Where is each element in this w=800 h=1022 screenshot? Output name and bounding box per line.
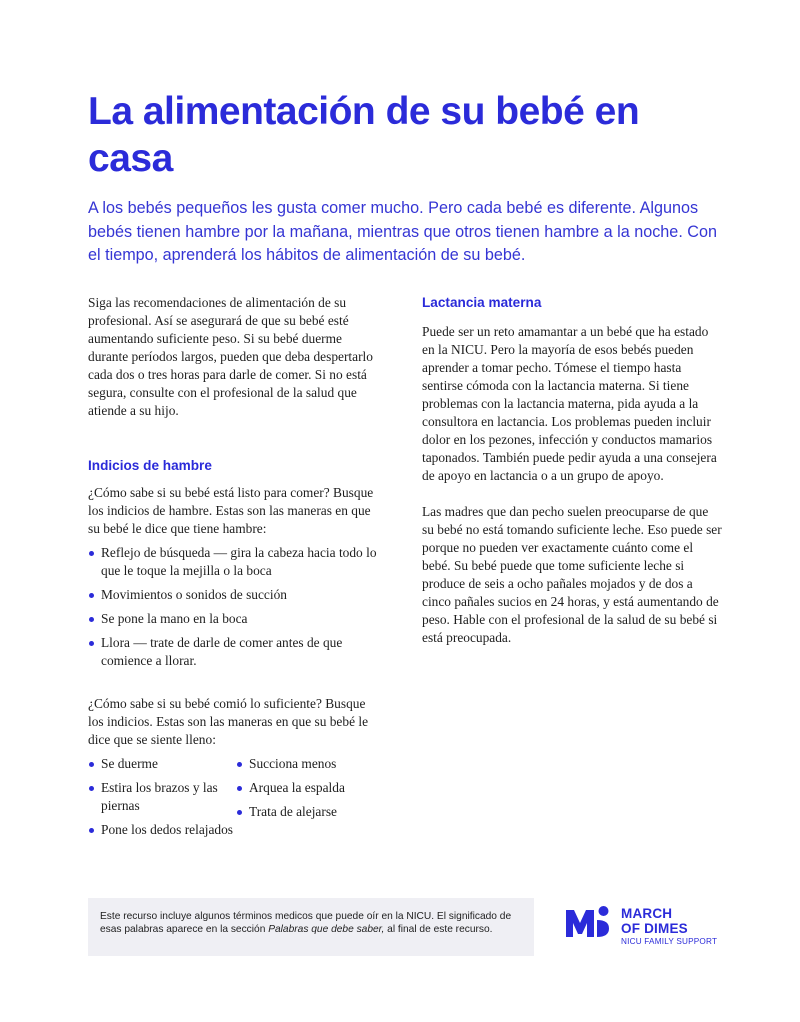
list-item: Movimientos o sonidos de succión [88, 586, 378, 604]
fullness-intro-paragraph: ¿Cómo sabe si su bebé comió lo suficiente? Busque los indicios. Estas son las maneras en que su bebé le dice que se siente lleno: [88, 696, 369, 747]
list-item: Succiona menos [236, 755, 376, 773]
fullness-list-col1 [88, 755, 236, 845]
left-column [88, 294, 378, 845]
list-item: Pone los dedos relajados [88, 821, 236, 839]
list-item: Llora — trate de darle de comer antes de que comience a llorar. [88, 634, 378, 670]
logo-line1: MARCH [621, 906, 673, 921]
list-item: Se pone la mano en la boca [88, 610, 378, 628]
resource-note-text: Este recurso incluye algunos términos medicos que puede oír en la NICU. El significado de esas palabras aparece en la sección Palabras que debe saber, al final de este recurso. [100, 911, 512, 935]
list-item: Reflejo de búsqueda — gira la cabeza hacia todo lo que le toque la mejilla o la boca [88, 544, 378, 580]
hunger-signs-list [88, 544, 378, 670]
right-column [422, 294, 722, 647]
fullness-signs-lists [88, 755, 378, 845]
milk-supply-paragraph: Las madres que dan pecho suelen preocuparse de que su bebé no está tomando suficiente leche. Eso puede ser porque no pueden ver exactamente cuánto come el bebé. Su bebé puede que tome suficiente leche si produce de seis a ocho pañales mojados y de dos a cinco pañales sucios en 24 horas, y está aumentando de peso. Hable con el profesional de la salud de su bebé si está preocupada. [422, 504, 722, 645]
march-of-dimes-logo [565, 902, 718, 950]
list-item: Trata de alejarse [236, 803, 376, 821]
intro-paragraph: A los bebés pequeños les gusta comer mucho. Pero cada bebé es diferente. Algunos bebés tienen hambre por la mañana, mientras que otros tienen hambre a la noche. Con el tiempo, aprenderá los hábitos de alimentación de su bebé. [88, 199, 718, 264]
fullness-list-col2 [236, 755, 376, 845]
hunger-signs-heading: Indicios de hambre [88, 458, 212, 473]
resource-note [88, 898, 534, 956]
page-title: La alimentación de su bebé en casa [88, 90, 640, 180]
list-item: Se duerme [88, 755, 236, 773]
hunger-intro-paragraph: ¿Cómo sabe si su bebé está listo para comer? Busque los indicios de hambre. Estas son las maneras en que su bebé le dice que tiene hambre: [88, 485, 374, 536]
logo-subtitle: NICU FAMILY SUPPORT [621, 937, 718, 946]
list-item: Arquea la espalda [236, 779, 376, 797]
glossary-section-name: Palabras que debe saber, [268, 924, 385, 935]
march-of-dimes-logo-mark-icon [565, 904, 617, 940]
feeding-recommendation-paragraph: Siga las recomendaciones de alimentación de su profesional. Así se asegurará de que su bebé esté aumentando suficiente peso. Si su bebé duerme durante períodos largos, pueden que deba despertarlo cada dos o tres horas para darle de comer. Si no está segura, consulte con el profesional de la salud que atiende a su hijo. [88, 295, 373, 418]
breastfeeding-paragraph: Puede ser un reto amamantar a un bebé que ha estado en la NICU. Pero la mayoría de esos bebés pueden aprender a tomar pecho. Tómese el tiempo hasta sentirse cómoda con la lactancia materna. Si tiene problemas con la lactancia materna, pida ayuda a la consultora en lactancia. Los problemas pueden incluir dolor en los pezones, infección y conductos mamarios taponados. También puede pedir ayuda a una consejera de apoyo en lactancia o a un grupo de apoyo. [422, 324, 717, 483]
breastfeeding-heading: Lactancia materna [422, 295, 542, 310]
logo-line2: OF DIMES [621, 921, 688, 936]
list-item: Estira los brazos y las piernas [88, 779, 236, 815]
